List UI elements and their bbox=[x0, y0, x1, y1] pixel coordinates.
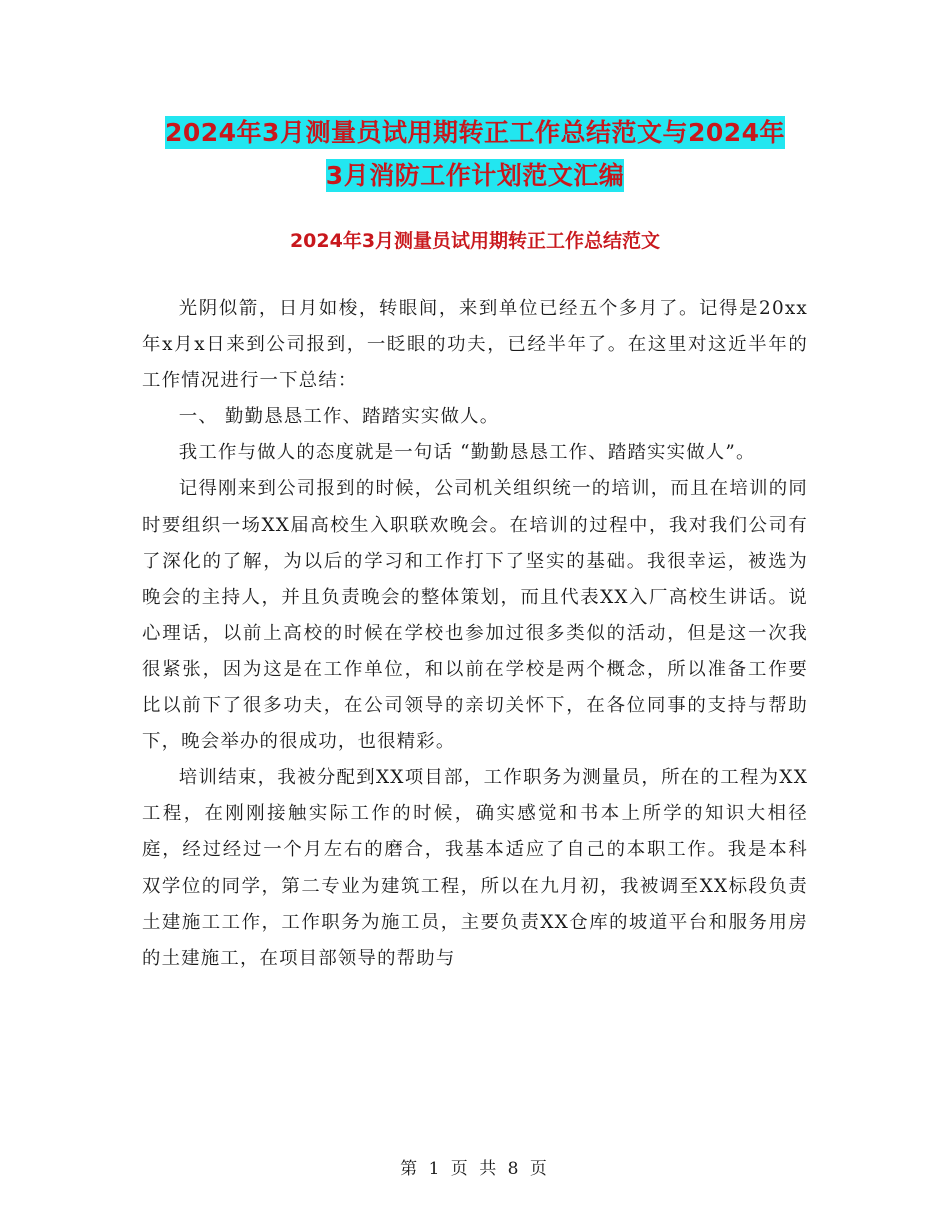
paragraph: 光阴似箭，日月如梭，转眼间，来到单位已经五个多月了。记得是20xx年x月x日来到公司报到，一眨眼的功夫，已经半年了。在这里对这近半年的工作情况进行一下总结： bbox=[142, 298, 808, 392]
document-title-line-1: 2024年3月测量员试用期转正工作总结范文与2024年 bbox=[164, 118, 786, 147]
page-footer: 第 1 页 共 8 页 bbox=[400, 1159, 550, 1179]
paragraph: 一、 勤勤恳恳工作、踏踏实实做人。 bbox=[178, 406, 500, 428]
paragraph: 记得刚来到公司报到的时候，公司机关组织统一的培训，而且在培训的同时要组织一场XX届高校生入职联欢晚会。在培训的过程中，我对我们公司有了深化的了解，为以后的学习和工作打下了坚实的基础。我很幸运，被选为晚会的主持人，并且负责晚会的整体策划，而且代表XX入厂高校生讲话。说心理话，以前上高校的时候在学校也参加过很多类似的活动，但是这一次我很紧张，因为这是在工作单位，和以前在学校是两个概念，所以准备工作要比以前下了很多功夫，在公司领导的亲切关怀下，在各位同事的支持与帮助下，晚会举办的很成功，也很精彩。 bbox=[142, 478, 808, 753]
document-title-line-2: 3月消防工作计划范文汇编 bbox=[325, 161, 625, 190]
document-body bbox=[142, 291, 808, 977]
paragraph: 我工作与做人的态度就是一句话 “勤勤恳恳工作、踏踏实实做人”。 bbox=[178, 442, 756, 464]
section-title: 2024年3月测量员试用期转正工作总结范文 bbox=[289, 230, 661, 252]
paragraph: 培训结束，我被分配到XX项目部，工作职务为测量员，所在的工程为XX工程，在刚刚接触实际工作的时候，确实感觉和书本上所学的知识大相径庭，经过经过一个月左右的磨合，我基本适应了自己的本职工作。我是本科双学位的同学，第二专业为建筑工程，所以在九月初，我被调至XX标段负责土建施工工作，工作职务为施工员，主要负责XX仓库的坡道平台和服务用房的土建施工，在项目部领导的帮助与 bbox=[142, 767, 808, 969]
